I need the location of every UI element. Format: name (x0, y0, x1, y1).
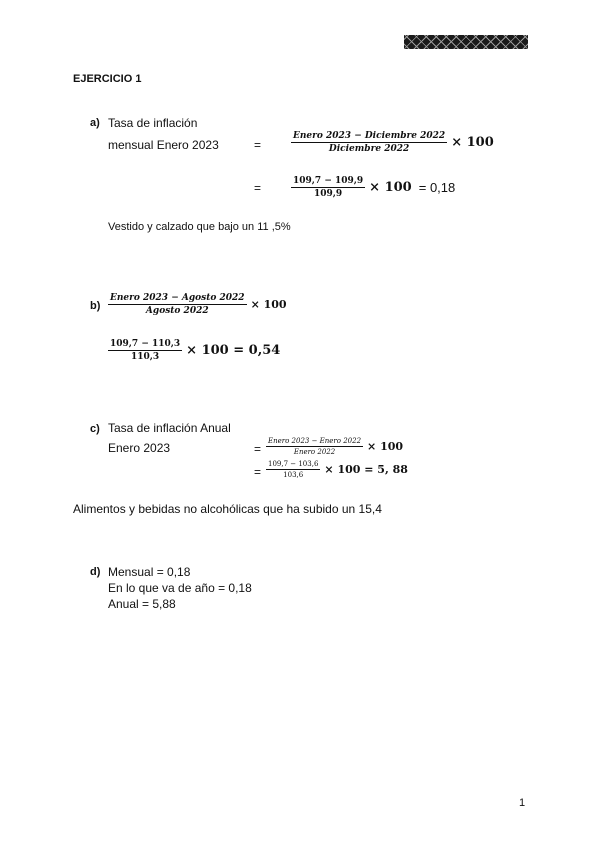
section-a-label: a) (90, 117, 100, 129)
section-c-formula-numerator: Enero 2023 − Enero 2022 (268, 437, 362, 445)
section-b-formula-numerator: Enero 2023 − Agosto 2022 (110, 293, 245, 303)
section-a-formula-multiplier: × 100 (451, 135, 494, 150)
section-c-line2: Enero 2023 (108, 441, 171, 455)
section-a-calc-multiplier: × 100 (369, 180, 412, 195)
section-a-formula-numerator: Enero 2023 − Diciembre 2022 (293, 131, 446, 141)
section-a-equals-2: = (254, 181, 262, 195)
section-c-note: Alimentos y bebidas no alcohólicas que ha subido un 15,4 (73, 502, 382, 516)
section-c-label: c) (90, 423, 100, 435)
section-c-equals-1: = (254, 442, 262, 456)
page-number: 1 (519, 797, 526, 809)
exercise-title: EJERCICIO 1 (73, 73, 142, 85)
section-b-formula (108, 293, 291, 316)
section-b-formula-denominator: Agosto 2022 (145, 306, 209, 316)
section-a-note: Vestido y calzado que bajo un 11 ,5% (108, 221, 291, 233)
section-a-formula (291, 131, 498, 154)
section-a-calc-numerator: 109,7 − 109,9 (293, 176, 364, 186)
section-b-calc-denominator: 110,3 (130, 352, 160, 362)
section-c-formula-denominator: Enero 2022 (293, 448, 336, 456)
section-a-formula-denominator: Diciembre 2022 (328, 144, 410, 154)
section-b-calc-numerator: 109,7 − 110,3 (110, 339, 181, 349)
section-a-line2: mensual Enero 2023 (108, 138, 219, 152)
section-c-calc-numerator: 109,7 − 103,6 (268, 460, 319, 468)
section-c-calculation (266, 460, 412, 479)
section-c-calc-denominator: 103,6 (283, 471, 304, 479)
section-d-label: d) (90, 566, 101, 578)
section-b-calc-multiplier: × 100 = 0,54 (186, 343, 281, 358)
section-d-line1: Mensual = 0,18 (108, 565, 191, 579)
section-c-line1: Tasa de inflación Anual (108, 421, 231, 435)
section-c-formula (266, 437, 407, 456)
section-d-line2: En lo que va de año = 0,18 (108, 581, 252, 595)
section-b-formula-multiplier: × 100 (250, 298, 287, 311)
section-a-equals-1: = (254, 138, 262, 152)
section-a-calc-result: = 0,18 (418, 180, 456, 195)
section-c-equals-2: = (254, 465, 262, 479)
section-b-label: b) (90, 300, 101, 312)
crosshatch-pattern-icon (404, 35, 528, 49)
section-a-calc-denominator: 109,9 (313, 189, 343, 199)
section-c-calc-multiplier: × 100 = 5, 88 (324, 463, 408, 476)
section-a-calculation (291, 176, 455, 199)
section-c-formula-multiplier: × 100 (367, 440, 404, 453)
section-d-line3: Anual = 5,88 (108, 597, 176, 611)
section-a-line1: Tasa de inflación (108, 116, 198, 130)
section-b-calculation (108, 339, 284, 362)
